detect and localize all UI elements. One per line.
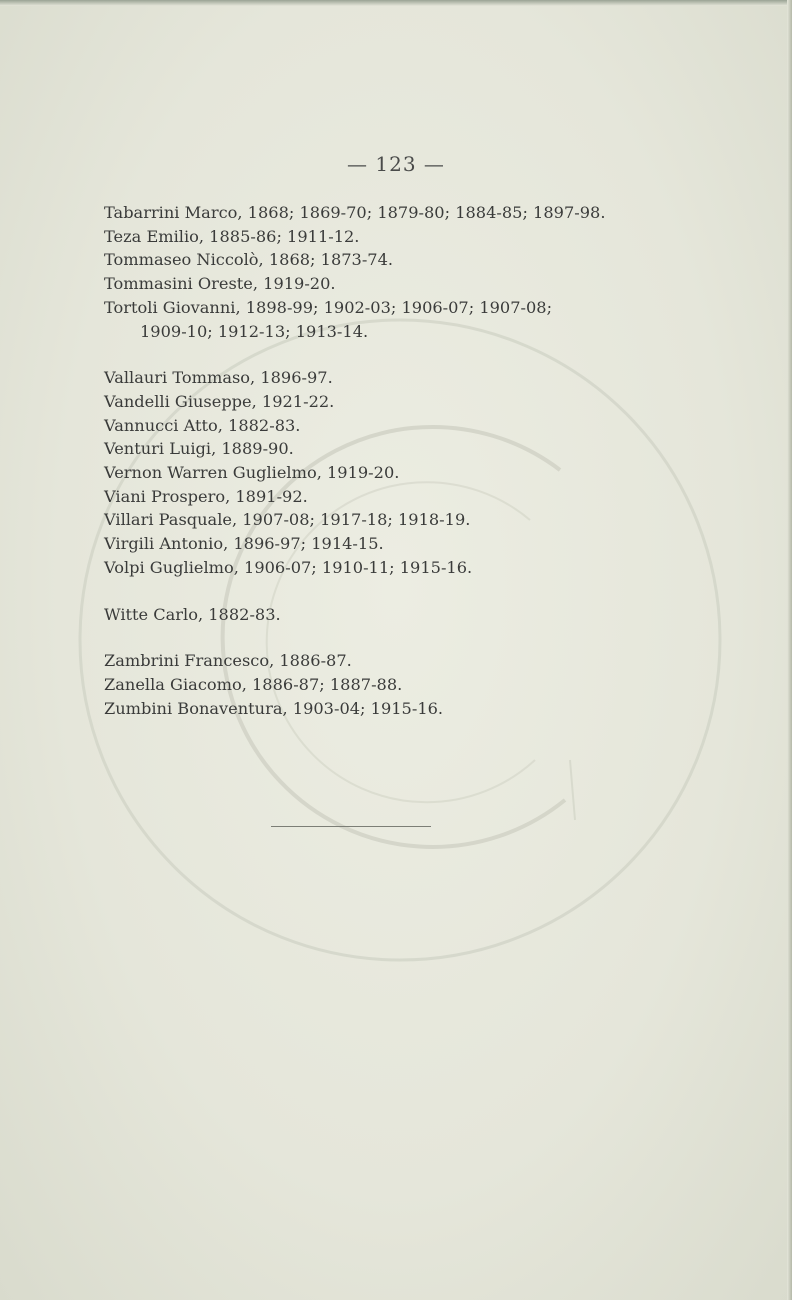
- index-entry: Tabarrini Marco, 1868; 1869-70; 1879-80; 1884-85; 1897-98.: [104, 203, 606, 222]
- section-gap: [104, 343, 604, 366]
- section-v: [104, 366, 604, 579]
- index-entry: Vernon Warren Guglielmo, 1919-20.: [104, 463, 400, 483]
- index-entry: Virgili Antonio, 1896-97; 1914-15.: [104, 534, 384, 554]
- page-right-edge: [787, 0, 792, 1300]
- section-gap: [104, 626, 604, 649]
- index-entry: Volpi Guglielmo, 1906-07; 1910-11; 1915-16.: [104, 557, 473, 577]
- index-entry: Tommaseo Niccolò, 1868; 1873-74.: [104, 250, 394, 270]
- index-entry: Witte Carlo, 1882-83.: [104, 604, 281, 624]
- index-entry-continuation: 1909-10; 1912-13; 1913-14.: [140, 321, 369, 341]
- section-gap: [104, 580, 604, 603]
- index-entry: [104, 296, 604, 343]
- section-t: [104, 201, 604, 343]
- index-entry: Vallauri Tommaso, 1896-97.: [104, 368, 333, 388]
- index-entry: Villari Pasquale, 1907-08; 1917-18; 1918-19.: [104, 510, 471, 530]
- index-entries: [104, 201, 604, 720]
- index-entry: Venturi Luigi, 1889-90.: [104, 439, 294, 459]
- page-number: — 123 —: [347, 152, 445, 176]
- index-entry-text: Tortoli Giovanni, 1898-99; 1902-03; 1906-07; 1907-08;: [104, 297, 553, 317]
- watermark-stroke: [570, 760, 575, 820]
- section-w: [104, 603, 604, 627]
- index-entry: Vandelli Giuseppe, 1921-22.: [104, 391, 335, 411]
- index-entry: Viani Prospero, 1891-92.: [104, 486, 308, 506]
- index-entry: Zumbini Bonaventura, 1903-04; 1915-16.: [104, 698, 444, 718]
- index-entry: Zambrini Francesco, 1886-87.: [104, 651, 352, 671]
- index-entry: Tommasini Oreste, 1919-20.: [104, 274, 336, 294]
- index-entry: Teza Emilio, 1885-86; 1911-12.: [104, 226, 360, 246]
- end-rule: [271, 826, 431, 827]
- page-top-edge: [0, 0, 792, 6]
- index-entry: Vannucci Atto, 1882-83.: [104, 415, 301, 435]
- index-entry: Zanella Giacomo, 1886-87; 1887-88.: [104, 674, 403, 694]
- section-z: [104, 649, 604, 720]
